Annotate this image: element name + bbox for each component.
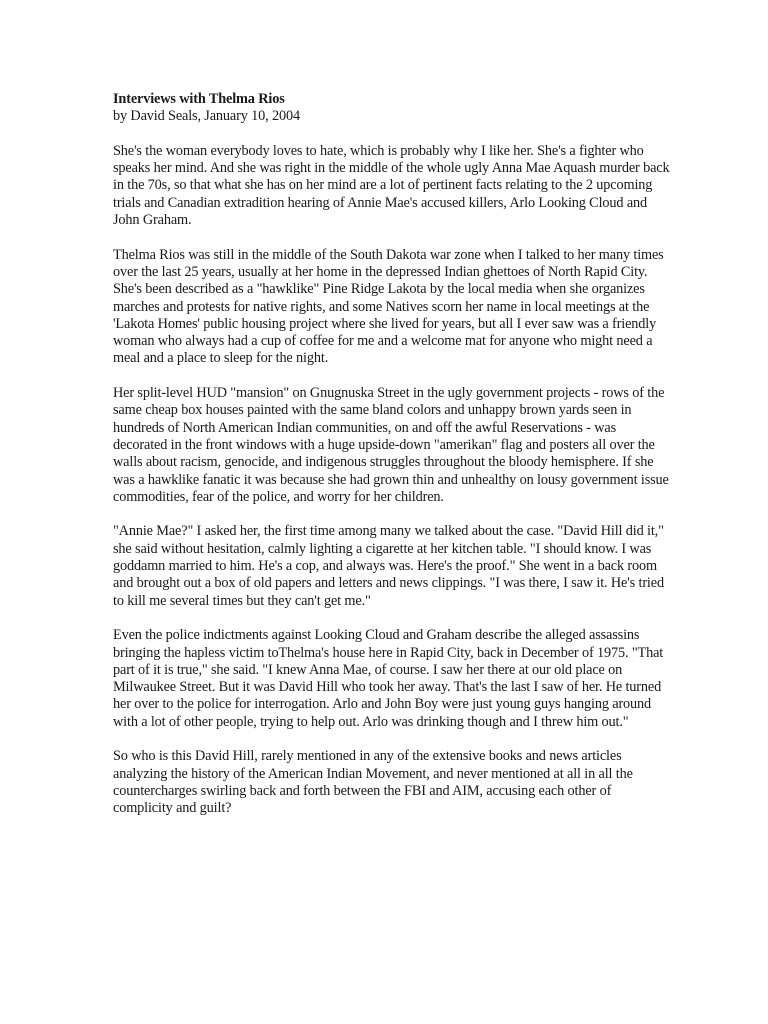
paragraph: "Annie Mae?" I asked her, the first time among many we talked about the case. "David Hill did it," she said without hesitation, calmly lighting a cigarette at her kitchen table. "I should know. I was goddamn married to him. He's a cop, and always was. Here's the proof." She went in a back room and brought out a box of old papers and letters and news clippings. "I was there, I saw it. He's tried to kill me several times but they can't get me." [113,523,664,609]
article-byline: by David Seals, January 10, 2004 [113,108,300,125]
paragraph: Even the police indictments against Looking Cloud and Graham describe the alleged assassins bringing the hapless victim toThelma's house here in Rapid City, back in December of 1975. "That part of it is true," she said. "I knew Anna Mae, of course. I saw her there at our old place on Milwaukee Street. But it was David Hill who took her away. That's the last I saw of her. He turned her over to the police for interrogation. Arlo and John Boy were just young guys hanging around with a lot of other people, trying to help out. Arlo was drinking though and I threw him out." [113,627,664,730]
article [113,91,673,817]
article-title: Interviews with Thelma Rios [113,91,285,107]
paragraph: She's the woman everybody loves to hate, which is probably why I like her. She's a fighter who speaks her mind. And she was right in the middle of the whole ugly Anna Mae Aquash murder back in the 70s, so that what she has on her mind are a lot of pertinent facts relating to the 2 upcoming trials and Canadian extradition hearing of Annie Mae's accused killers, Arlo Looking Cloud and John Graham. [113,142,670,229]
paragraph: So who is this David Hill, rarely mentioned in any of the extensive books and news articles analyzing the history of the American Indian Movement, and never mentioned at all in all the countercharges swirling back and forth between the FBI and AIM, accusing each other of complicity and guilt? [113,748,633,817]
paragraph: Her split-level HUD "mansion" on Gnugnuska Street in the ugly government projects - rows of the same cheap box houses painted with the same bland colors and unhappy brown yards seen in hundreds of North American Indian communities, on and off the awful Reservations - was decorated in the front windows with a huge upside-down "amerikan" flag and posters all over the walls about racism, genocide, and indigenous struggles throughout the bloody hemisphere. If she was a hawklike fanatic it was because she had grown thin and unhealthy on lousy government issue commodities, fear of the police, and worry for her children. [113,385,669,505]
paragraph: Thelma Rios was still in the middle of the South Dakota war zone when I talked to her many times over the last 25 years, usually at her home in the depressed Indian ghettoes of North Rapid City. She's been described as a "hawklike" Pine Ridge Lakota by the local media when she organizes marches and protests for native rights, and some Natives scorn her name in local meetings at the 'Lakota Homes' public housing project where she lived for years, but all I ever saw was a friendly woman who always had a cup of coffee for me and a welcome mat for anyone who might need a meal and a place to sleep for the night. [113,246,664,367]
